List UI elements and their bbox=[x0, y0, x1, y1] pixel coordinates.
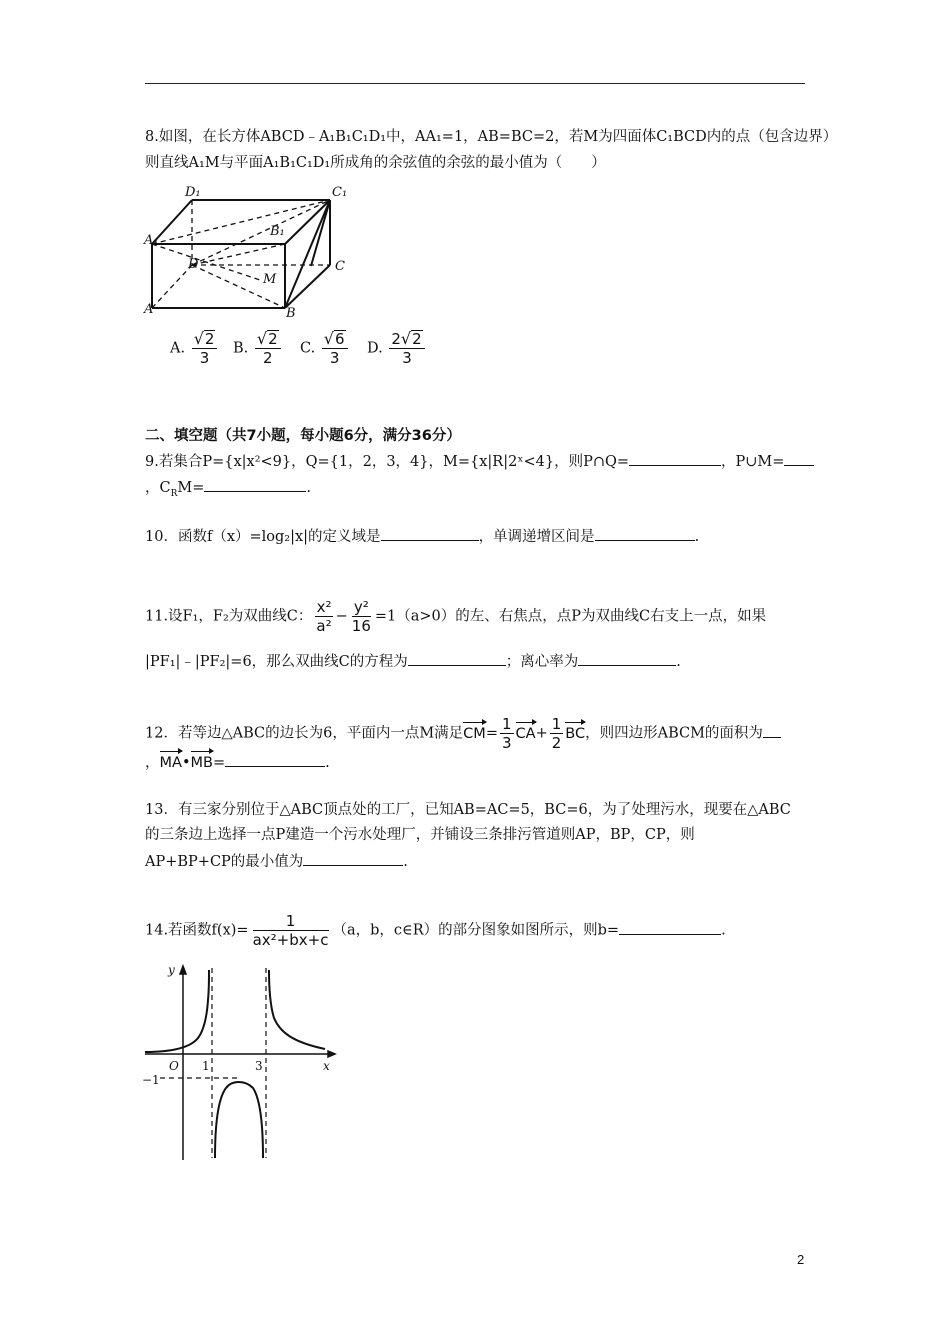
q9-line2: ，$C_RM=$ . bbox=[145, 477, 311, 504]
label-c1: C₁ bbox=[332, 185, 348, 200]
q8-line1: 8.如图，在长方体ABCD﹣A₁B₁C₁D₁中，AA₁=1，AB=BC=2，若M为四面体C₁BCD内的点（包含边界） bbox=[145, 129, 838, 145]
vector-ma: MA bbox=[159, 755, 182, 771]
q12-blank-1[interactable] bbox=[763, 723, 781, 738]
vector-cm: CM bbox=[463, 725, 486, 742]
q12-coef-1: $\frac{1}{3}$ bbox=[501, 715, 512, 752]
q10-blank-2[interactable] bbox=[595, 526, 695, 541]
q10-blank-1[interactable] bbox=[381, 526, 479, 541]
function-graph bbox=[140, 960, 350, 1165]
q14-function-fraction: $\frac{1}{\text{ax²+bx+c}}$ bbox=[252, 912, 329, 949]
q9-line1: 9.若集合P={x|x²<9}，Q={1，2，3，4}，M={x|R|2ˣ<4}，则P∩Q= ，P∪M= bbox=[145, 451, 814, 472]
label-a: A bbox=[144, 302, 154, 317]
option-d[interactable]: D. 2 √ 2 3 bbox=[367, 330, 427, 367]
origin-label: O bbox=[169, 1059, 179, 1073]
q13-line3: AP+BP+CP的最小值为 . bbox=[145, 851, 408, 872]
label-d1: D₁ bbox=[185, 185, 201, 200]
q13-blank[interactable] bbox=[303, 851, 403, 866]
q12-line2: ，MA•MB= . bbox=[145, 752, 330, 773]
tick-1-label: 1 bbox=[202, 1059, 210, 1073]
q14-line: 14.若函数f(x)= $\frac{1}{\text{ax²+bx+c}}$ （a，b，c∈R）的部分图象如图所示，则b= . bbox=[145, 912, 726, 949]
q9-blank-3[interactable] bbox=[204, 477, 306, 492]
q13-line2: 的三条边上选择一点P建造一个污水处理厂，并铺设三条排污管道则AP，BP，CP，则 bbox=[145, 827, 695, 843]
q13-line1: 13．有三家分别位于△ABC顶点处的工厂，已知AB=AC=5，BC=6，为了处理污水，现要在△ABC bbox=[145, 802, 791, 818]
option-b[interactable]: B. √ 2 2 bbox=[233, 330, 283, 367]
q12-line1: 12．若等边△ABC的边长为6，平面内一点M满足CM= $\frac{1}{3}$ CA+ $\frac{1}{2}$ BC，则四边形ABCM的面积为 bbox=[145, 715, 781, 752]
y-axis-label: y bbox=[168, 963, 175, 977]
q12-blank-2[interactable] bbox=[225, 752, 325, 767]
option-a-value: √ 2 3 bbox=[192, 330, 218, 367]
section-title: 二、填空题（共7小题，每小题6分，满分36分） bbox=[145, 428, 461, 444]
q9-blank-1[interactable] bbox=[629, 451, 721, 466]
cuboid-figure bbox=[140, 180, 370, 320]
q9-blank-2[interactable] bbox=[784, 451, 814, 466]
option-c-value: √ 6 3 bbox=[322, 330, 348, 367]
page-number: 2 bbox=[797, 1252, 805, 1267]
q8-line2: 则直线A₁M与平面A₁B₁C₁D₁所成角的余弦值的余弦的最小值为（ ） bbox=[145, 155, 606, 171]
q11-blank-1[interactable] bbox=[408, 651, 506, 666]
option-d-value: 2 √ 2 3 bbox=[389, 330, 424, 367]
vector-mb: MB bbox=[190, 755, 213, 771]
q11-frac-y: $\frac{\text{y²}}{16}$ bbox=[351, 598, 371, 635]
vector-ca: CA bbox=[515, 725, 536, 742]
label-c: C bbox=[335, 259, 345, 274]
option-c[interactable]: C. √ 6 3 bbox=[300, 330, 350, 367]
label-m: M bbox=[263, 272, 277, 287]
q11-line2: |PF₁|﹣|PF₂|=6，那么双曲线C的方程为 ；离心率为 . bbox=[145, 651, 681, 672]
q12-coef-2: $\frac{1}{2}$ bbox=[551, 715, 562, 752]
x-axis-label: x bbox=[323, 1059, 330, 1073]
tick-neg1-label: −1 bbox=[142, 1073, 160, 1087]
option-a[interactable]: A. √ 2 3 bbox=[170, 330, 219, 367]
q11-blank-2[interactable] bbox=[578, 651, 676, 666]
q10-line: 10．函数f（x）=log₂|x|的定义域是 ，单调递增区间是 . bbox=[145, 526, 699, 547]
label-b: B bbox=[286, 306, 296, 320]
tick-3-label: 3 bbox=[255, 1059, 263, 1073]
label-a1: A₁ bbox=[144, 233, 159, 248]
label-d: D bbox=[188, 257, 199, 272]
q11-line1: 11.设F₁，F₂为双曲线C： $\frac{\text{x²}}{\text{a²}}$ − $\frac{\text{y²}}{16}$ =1（a>0）的左、右焦点，点P为双曲线C右支上一点，如果 bbox=[145, 598, 767, 635]
q11-frac-x: $\frac{\text{x²}}{\text{a²}}$ bbox=[316, 598, 332, 635]
label-b1: B₁ bbox=[270, 224, 285, 239]
header-rule bbox=[145, 83, 805, 84]
option-b-value: √ 2 2 bbox=[255, 330, 281, 367]
q14-blank[interactable] bbox=[619, 920, 721, 935]
vector-bc: BC bbox=[565, 725, 586, 742]
